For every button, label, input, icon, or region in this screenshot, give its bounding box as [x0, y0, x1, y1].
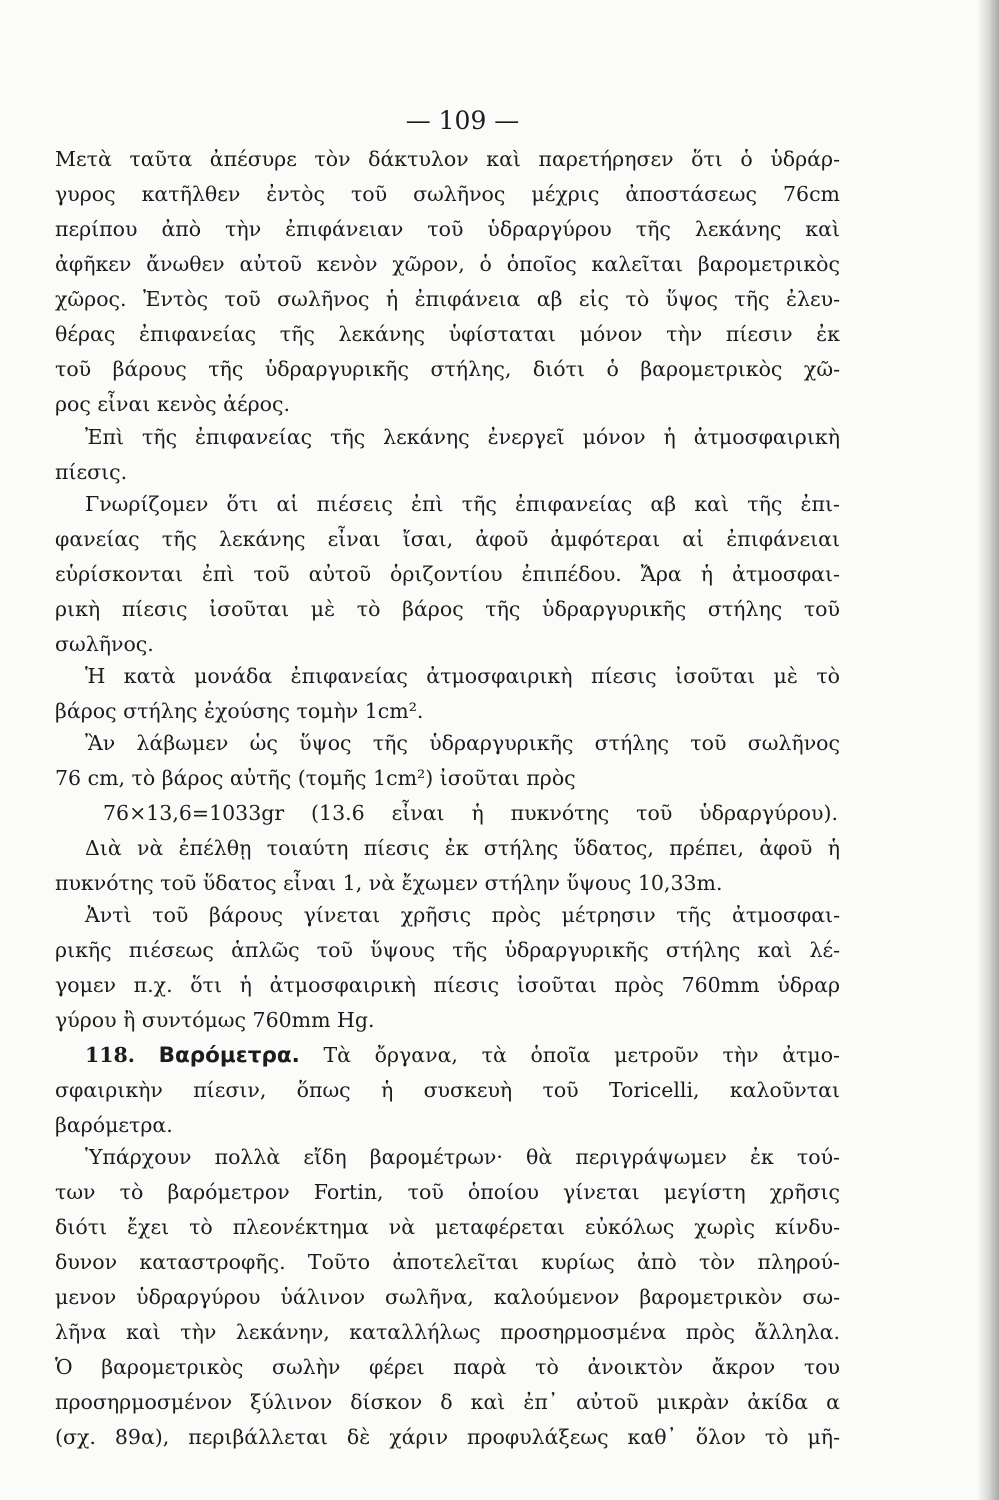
- text-line: τοῦ βάρους τῆς ὑδραργυρικῆς στήλης, διότι ὁ βαρομετρικὸς χῶ-: [55, 357, 840, 381]
- text-line: ἀφῆκεν ἄνωθεν αὐτοῦ κενὸν χῶρον, ὁ ὁποῖος καλεῖται βαρομετρικὸς: [55, 252, 840, 276]
- text-line: πίεσις.: [55, 460, 128, 484]
- text-line: των τὸ βαρόμετρον Fortin, τοῦ ὁποίου γίνεται μεγίστη χρῆσις: [55, 1180, 840, 1204]
- text-line: σωλῆνος.: [55, 632, 154, 656]
- text-line: ρος εἶναι κενὸς ἀέρος.: [55, 392, 290, 416]
- text-line: Μετὰ ταῦτα ἀπέσυρε τὸν δάκτυλον καὶ παρετήρησεν ὅτι ὁ ὑδράρ-: [55, 147, 840, 171]
- text-line: γομεν π.χ. ὅτι ἡ ἀτμοσφαιρικὴ πίεσις ἰσοῦται πρὸς 760mm ὑδραρ: [55, 973, 840, 997]
- text-line: Ἂν λάβωμεν ὡς ὕψος τῆς ὑδραργυρικῆς στήλης τοῦ σωλῆνος: [85, 731, 840, 755]
- text-line: λῆνα καὶ τὴν λεκάνην, καταλλήλως προσηρμοσμένα πρὸς ἄλληλα.: [55, 1320, 840, 1344]
- text-line: βάρος στήλης ἐχούσης τομὴν 1cm².: [55, 699, 424, 723]
- section-number: 118.: [85, 1043, 135, 1067]
- text-line: σφαιρικὴν πίεσιν, ὅπως ἡ συσκευὴ τοῦ Toricelli, καλοῦνται: [55, 1078, 840, 1102]
- section-heading-line: [85, 1038, 840, 1072]
- text-line: (σχ. 89α), περιβάλλεται δὲ χάριν προφυλάξεως καθ᾿ ὅλον τὸ μῆ-: [55, 1425, 840, 1449]
- text-line: εὑρίσκονται ἐπὶ τοῦ αὐτοῦ ὁριζοντίου ἐπιπέδου. Ἄρα ἡ ἀτμοσφαι-: [55, 562, 840, 586]
- text-line: γύρου ἢ συντόμως 760mm Hg.: [55, 1008, 375, 1032]
- text-line: βαρόμετρα.: [55, 1113, 173, 1137]
- text-line: ρικῆς πιέσεως ἁπλῶς τοῦ ὕψους τῆς ὑδραργυρικῆς στήλης καὶ λέ-: [55, 938, 840, 962]
- text-line: πυκνότης τοῦ ὕδατος εἶναι 1, νὰ ἔχωμεν στήλην ὕψους 10,33m.: [55, 871, 723, 895]
- text-line: 76 cm, τὸ βάρος αὐτῆς (τομῆς 1cm²) ἰσοῦται πρὸς: [55, 766, 576, 790]
- text-line: μενον ὑδραργύρου ὑάλινον σωλῆνα, καλούμενον βαρομετρικὸν σω-: [55, 1285, 840, 1309]
- page-number: — 109 —: [405, 106, 520, 135]
- text-line: προσηρμοσμένον ξύλινον δίσκον δ καὶ ἐπ᾿ αὐτοῦ μικρὰν ἀκίδα α: [55, 1390, 840, 1414]
- text-line: Ὁ βαρομετρικὸς σωλὴν φέρει παρὰ τὸ ἀνοικτὸν ἄκρον του: [55, 1355, 840, 1379]
- text-line: Ὑπάρχουν πολλὰ εἴδη βαρομέτρων· θὰ περιγράψωμεν ἐκ τού-: [85, 1145, 840, 1169]
- text-line: Γνωρίζομεν ὅτι αἱ πιέσεις ἐπὶ τῆς ἐπιφανείας αβ καὶ τῆς ἐπι-: [85, 492, 840, 516]
- text-line: φανείας τῆς λεκάνης εἶναι ἴσαι, ἀφοῦ ἀμφότεραι αἱ ἐπιφάνειαι: [55, 527, 840, 551]
- page-edge-shadow: [977, 0, 999, 1500]
- text-line: δυνον καταστροφῆς. Τοῦτο ἀποτελεῖται κυρίως ἀπὸ τὸν πληρού-: [55, 1250, 840, 1274]
- text-line: γυρος κατῆλθεν ἐντὸς τοῦ σωλῆνος μέχρις ἀποστάσεως 76cm: [55, 182, 840, 206]
- section-title: Βαρόμετρα.: [158, 1043, 300, 1068]
- text-line: θέρας ἐπιφανείας τῆς λεκάνης ὑφίσταται μόνον τὴν πίεσιν ἐκ: [55, 322, 840, 346]
- section-text: Τὰ ὄργανα, τὰ ὁποῖα μετροῦν τὴν ἀτμο-: [299, 1043, 840, 1067]
- text-line: περίπου ἀπὸ τὴν ἐπιφάνειαν τοῦ ὑδραργύρου τῆς λεκάνης καὶ: [55, 217, 840, 241]
- text-line: διότι ἔχει τὸ πλεονέκτημα νὰ μεταφέρεται εὐκόλως χωρὶς κίνδυ-: [55, 1215, 840, 1239]
- equation-line: 76×13,6=1033gr (13.6 εἶναι ἡ πυκνότης τοῦ ὑδραργύρου).: [103, 801, 838, 825]
- text-line: Ἐπὶ τῆς ἐπιφανείας τῆς λεκάνης ἐνεργεῖ μόνον ἡ ἀτμοσφαιρικὴ: [85, 425, 840, 449]
- text-line: χῶρος. Ἐντὸς τοῦ σωλῆνος ἡ ἐπιφάνεια αβ εἰς τὸ ὕψος τῆς ἐλευ-: [55, 287, 840, 311]
- text-line: ρικὴ πίεσις ἰσοῦται μὲ τὸ βάρος τῆς ὑδραργυρικῆς στήλης τοῦ: [55, 597, 840, 621]
- text-line: Ἀντὶ τοῦ βάρους γίνεται χρῆσις πρὸς μέτρησιν τῆς ἀτμοσφαι-: [85, 903, 840, 927]
- text-line: Ἡ κατὰ μονάδα ἐπιφανείας ἀτμοσφαιρικὴ πίεσις ἰσοῦται μὲ τὸ: [85, 664, 840, 688]
- text-line: Διὰ νὰ ἐπέλθῃ τοιαύτη πίεσις ἐκ στήλης ὕδατος, πρέπει, ἀφοῦ ἡ: [85, 836, 840, 860]
